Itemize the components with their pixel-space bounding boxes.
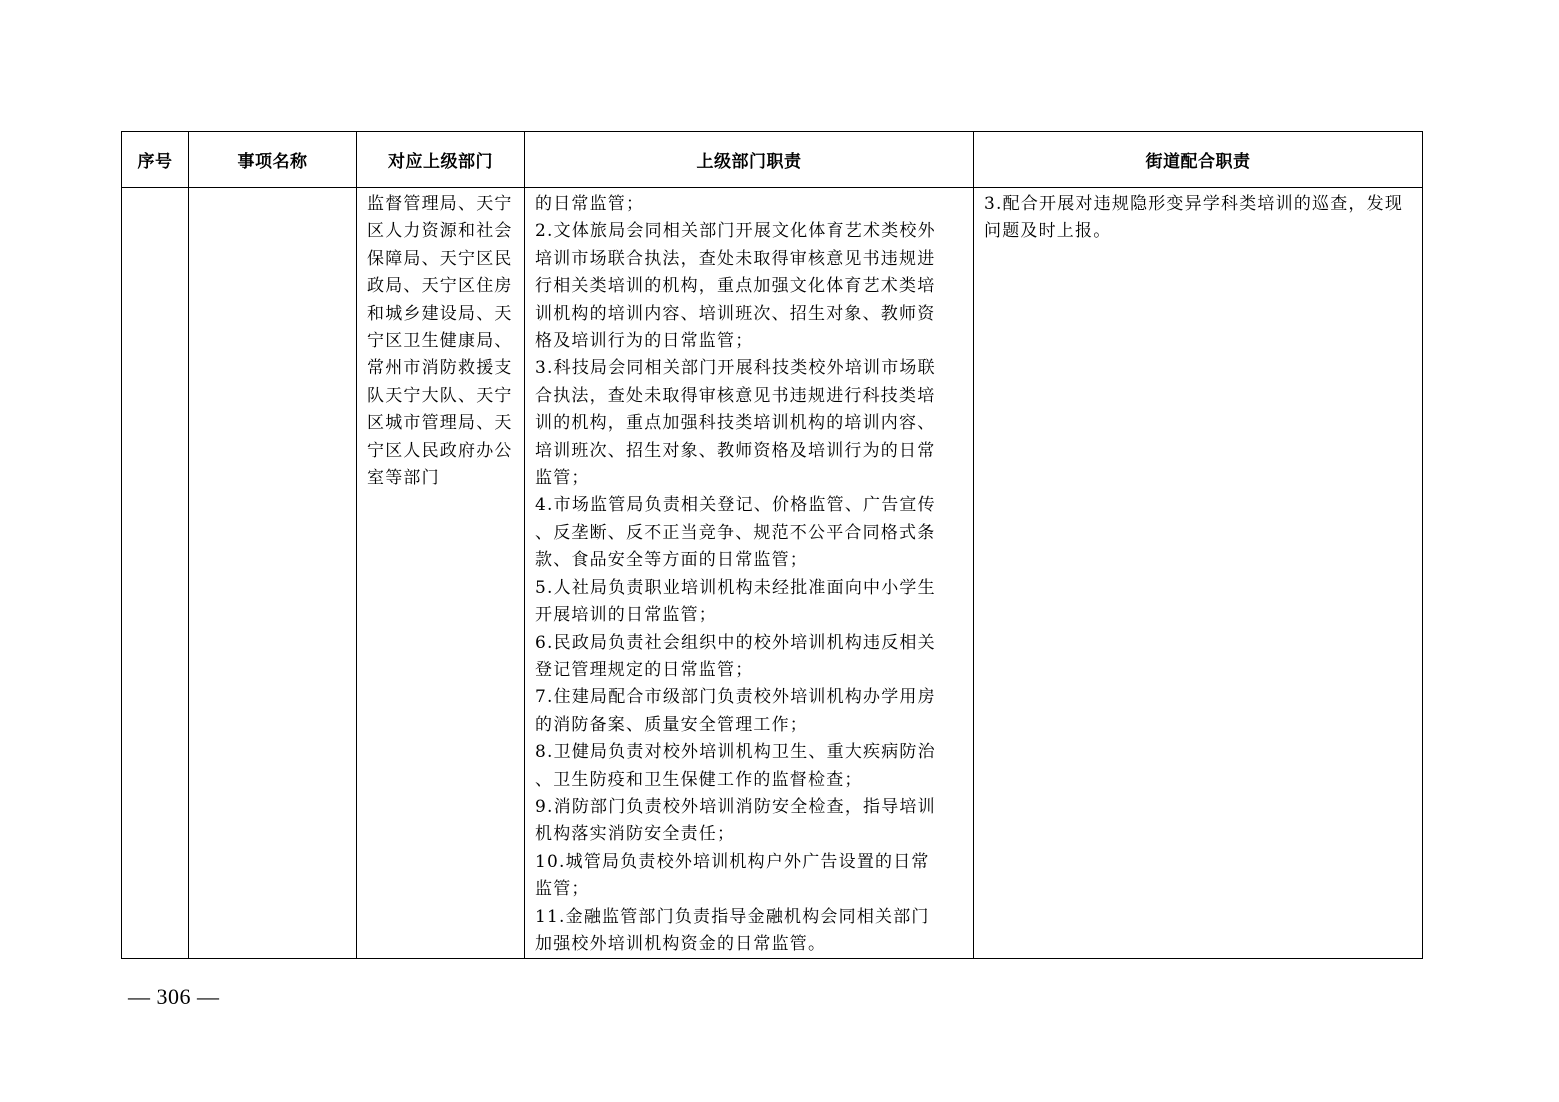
duty-line: 8.卫健局负责对校外培训机构卫生、重大疾病防治	[535, 742, 936, 763]
duty-line: 开展培训的日常监管；	[535, 605, 717, 626]
duty-line: 款、食品安全等方面的日常监管；	[535, 550, 808, 571]
duty-line: 6.民政局负责社会组织中的校外培训机构违反相关	[535, 632, 936, 653]
duty-line: 机构落实消防安全责任；	[535, 824, 736, 845]
duty-line: 9.消防部门负责校外培训消防安全检查，指导培训	[535, 796, 936, 817]
header-superior-duty: 上级部门职责	[525, 132, 974, 188]
duty-line: 加强校外培训机构资金的日常监管。	[535, 933, 827, 954]
header-item-name: 事项名称	[189, 132, 357, 188]
header-seq: 序号	[122, 132, 189, 188]
duty-line: 、卫生防疫和卫生保健工作的监督检查；	[535, 769, 863, 790]
duty-line: 5.人社局负责职业培训机构未经批准面向中小学生	[535, 577, 936, 598]
superior-duty-text	[525, 188, 973, 958]
duty-line: 、反垄断、反不正当竞争、规范不公平合同格式条	[535, 522, 936, 543]
duty-line: 格及培训行为的日常监管；	[535, 331, 754, 352]
duty-line: 训机构的培训内容、培训班次、招生对象、教师资	[535, 303, 936, 324]
duty-line: 2.文体旅局会同相关部门开展文化体育艺术类校外	[535, 221, 936, 242]
header-street-duty: 街道配合职责	[974, 132, 1423, 188]
header-superior-dept: 对应上级部门	[357, 132, 525, 188]
duty-line: 行相关类培训的机构，重点加强文化体育艺术类培	[535, 276, 936, 297]
duty-line: 的消防备案、质量安全管理工作；	[535, 714, 808, 735]
duty-line: 训的机构，重点加强科技类培训机构的培训内容、	[535, 413, 936, 434]
cell-item-name	[189, 188, 357, 959]
table-row	[122, 188, 1423, 959]
duty-line: 合执法，查处未取得审核意见书违规进行科技类培	[535, 385, 936, 406]
cell-seq	[122, 188, 189, 959]
duty-line: 登记管理规定的日常监管；	[535, 659, 754, 680]
table-header-row	[122, 132, 1423, 188]
duty-line: 11.金融监管部门负责指导金融机构会同相关部门	[535, 906, 930, 927]
duty-line: 监管；	[535, 468, 590, 489]
duty-line: 4.市场监管局负责相关登记、价格监管、广告宣传	[535, 495, 936, 516]
street-duty-text: 3.配合开展对违规隐形变异学科类培训的巡查，发现问题及时上报。	[984, 194, 1404, 242]
duty-line: 监管；	[535, 879, 590, 900]
duty-line: 10.城管局负责校外培训机构户外广告设置的日常	[535, 851, 930, 872]
duty-line: 培训市场联合执法，查处未取得审核意见书违规进	[535, 248, 936, 269]
duty-line: 7.住建局配合市级部门负责校外培训机构办学用房	[535, 687, 936, 708]
cell-superior-dept	[357, 188, 525, 959]
superior-dept-text: 监督管理局、天宁区人力资源和社会保障局、天宁区民政局、天宁区住房和城乡建设局、天宁区卫生健康局、常州市消防救援支队天宁大队、天宁区城市管理局、天宁区人民政府办公室等部门	[367, 194, 513, 489]
cell-superior-duty	[525, 188, 974, 959]
page-number: — 306 —	[128, 984, 220, 1009]
cell-street-duty	[974, 188, 1423, 959]
duty-table	[121, 131, 1423, 959]
duty-line: 3.科技局会同相关部门开展科技类校外培训市场联	[535, 358, 936, 379]
duty-line: 的日常监管；	[535, 194, 645, 214]
duty-line: 培训班次、招生对象、教师资格及培训行为的日常	[535, 440, 936, 461]
